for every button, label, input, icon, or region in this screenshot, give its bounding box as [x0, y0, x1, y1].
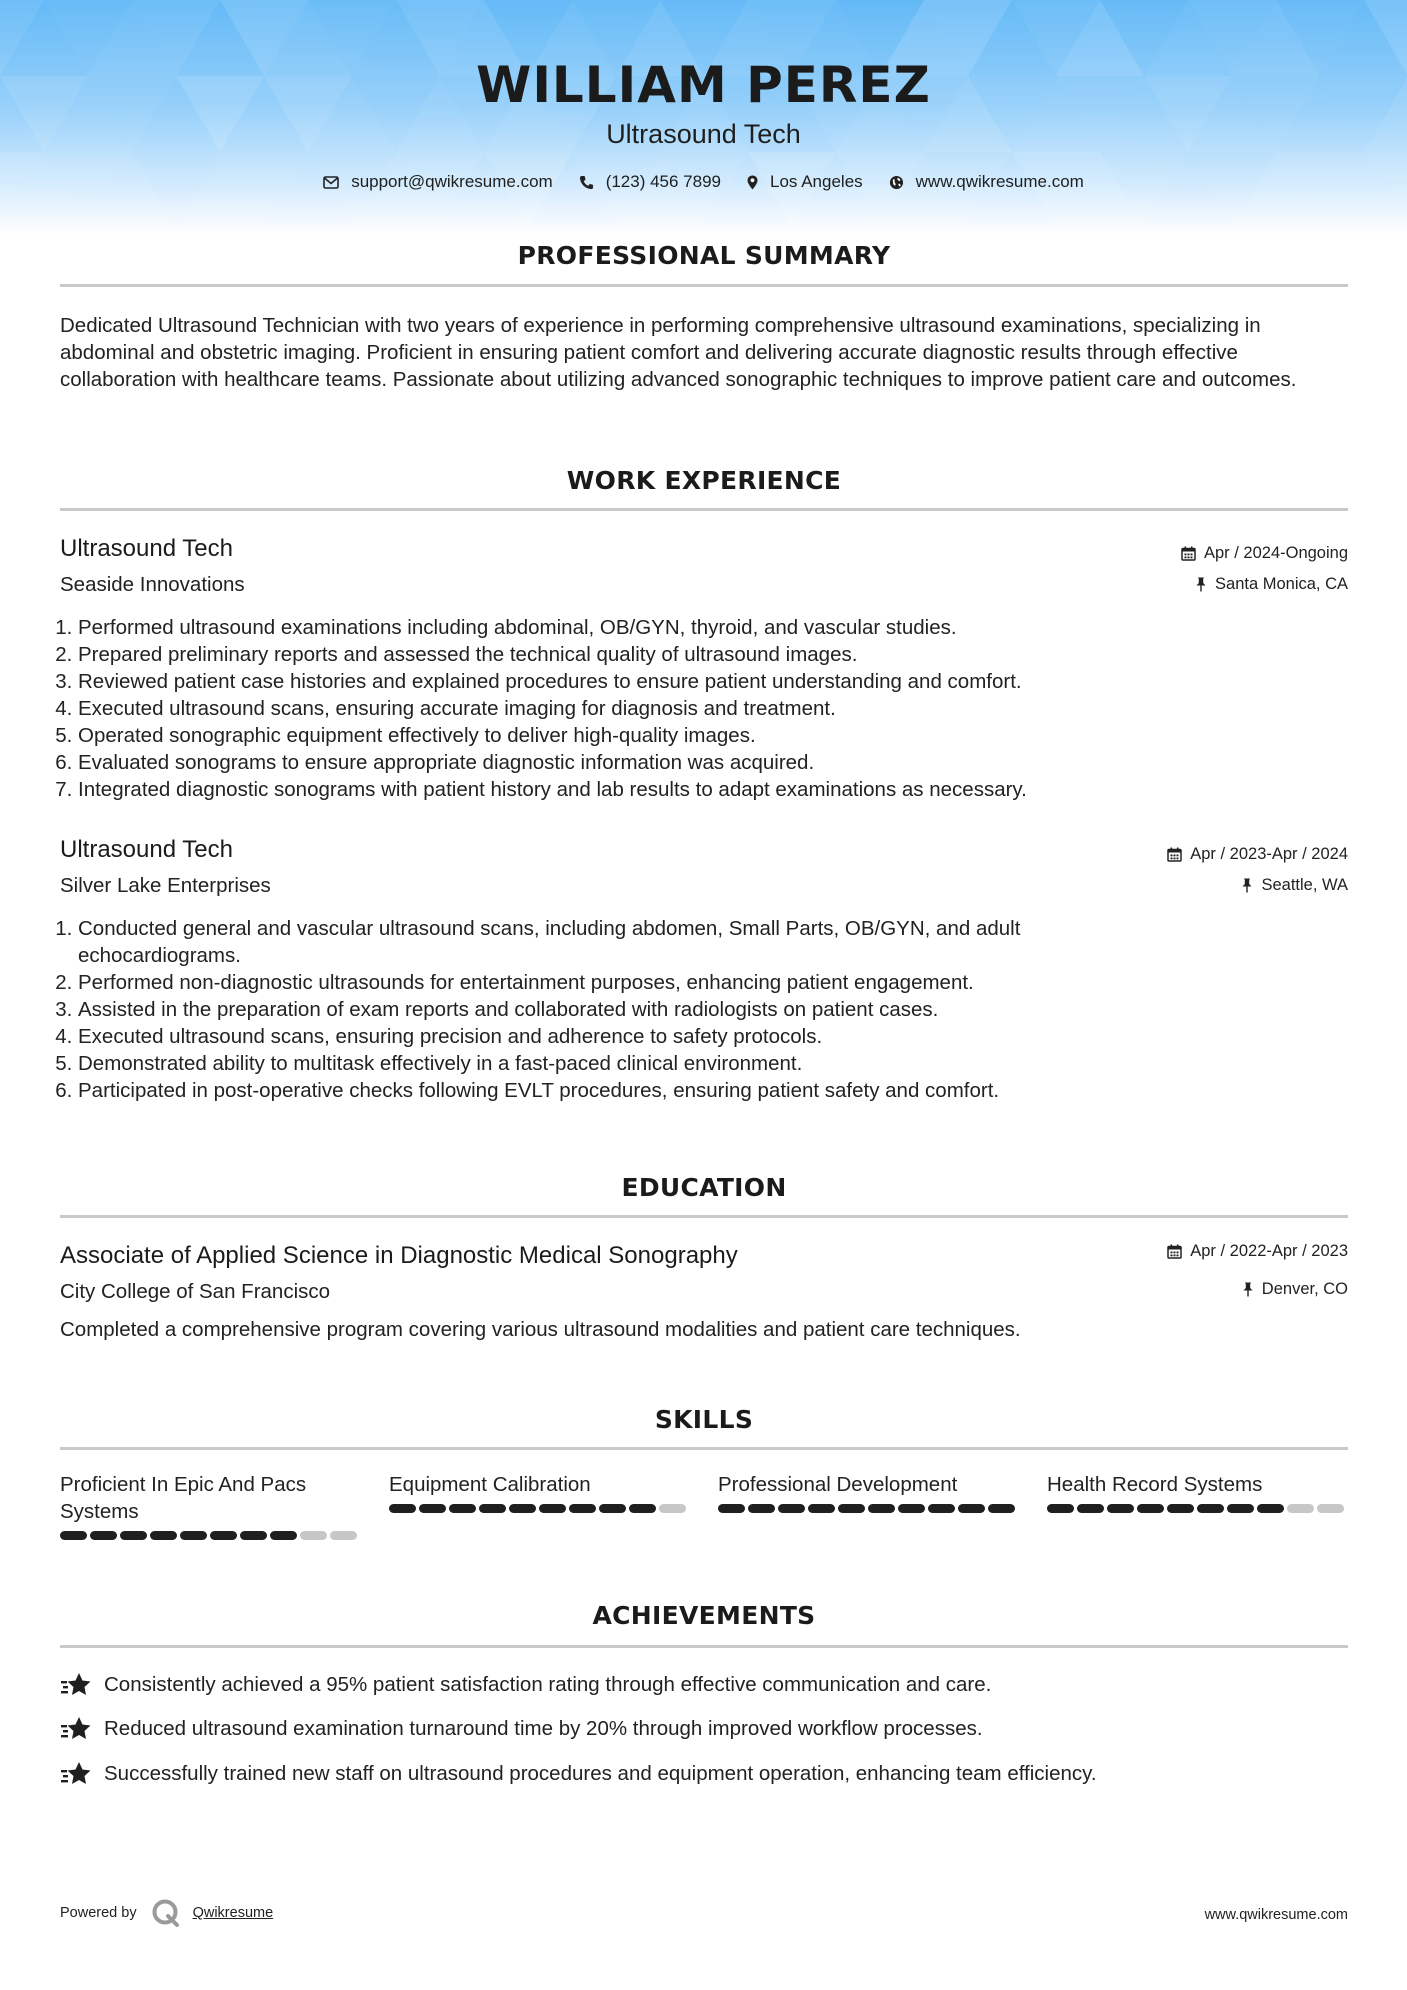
skill-level-segment-filled	[599, 1504, 626, 1513]
job-1-location	[1195, 575, 1348, 594]
job-1-bullet: 5. Operated sonographic equipment effectively to deliver high-quality images.	[78, 722, 1308, 749]
education-dates-text: Apr / 2022-Apr / 2023	[1190, 1242, 1348, 1260]
qwikresume-logo-icon	[151, 1898, 181, 1928]
skill-level-segment-filled	[120, 1531, 147, 1540]
skill-name: Equipment Calibration	[389, 1473, 591, 1496]
achievement-item	[60, 1716, 983, 1742]
phone-icon	[579, 175, 594, 190]
job-2-bullet: 3. Assisted in the preparation of exam reports and collaborated with radiologists on patient cases.	[78, 996, 1188, 1023]
experience-heading: WORK EXPERIENCE	[566, 466, 842, 495]
skill-level-segment-filled	[898, 1504, 925, 1513]
job-1-bullet: 3. Reviewed patient case histories and explained procedures to ensure patient understanding and comfort.	[78, 668, 1308, 695]
job-2-dates	[1167, 845, 1348, 864]
job-2-company: Silver Lake Enterprises	[60, 874, 271, 897]
skill-item	[389, 1471, 689, 1513]
achievement-item	[60, 1672, 991, 1698]
skill-level-segment-empty	[1317, 1504, 1344, 1513]
powered-by-label: Powered by	[60, 1905, 137, 1921]
pushpin-icon	[1241, 878, 1253, 893]
job-1-bullet: 1. Performed ultrasound examinations including abdominal, OB/GYN, thyroid, and vascular studies.	[78, 614, 1308, 641]
skills-divider	[60, 1447, 1348, 1450]
contact-email[interactable]	[323, 172, 553, 192]
skill-level-bar	[718, 1504, 1018, 1513]
job-2-dates-text: Apr / 2023-Apr / 2024	[1190, 845, 1348, 863]
skill-level-segment-filled	[180, 1531, 207, 1540]
skill-level-bar	[389, 1504, 689, 1513]
phone-text: (123) 456 7899	[605, 172, 722, 191]
job-1-title: Ultrasound Tech	[60, 535, 233, 562]
degree-title: Associate of Applied Science in Diagnostic Medical Sonography	[60, 1242, 738, 1269]
summary-text: Dedicated Ultrasound Technician with two years of experience in performing comprehensive ultrasound examinations, specializing in abdominal and obstetric imaging. Proficient in ensuring patient comfort and delivering accurate diagnostic results through effective collaboration with healthcare teams. Passionate about utilizing advanced sonographic techniques to improve patient care and outcomes.	[60, 314, 1297, 391]
skill-level-segment-filled	[1227, 1504, 1254, 1513]
email-text: support@qwikresume.com	[351, 172, 553, 191]
skill-level-segment-empty	[1287, 1504, 1314, 1513]
skill-level-segment-filled	[509, 1504, 536, 1513]
skill-level-segment-filled	[1077, 1504, 1104, 1513]
skill-item	[60, 1471, 360, 1540]
job-2-location-text: Seattle, WA	[1261, 876, 1348, 894]
job-2-title: Ultrasound Tech	[60, 836, 233, 863]
contact-website[interactable]	[889, 172, 1084, 192]
education-description: Completed a comprehensive program covering various ultrasound modalities and patient care techniques.	[60, 1318, 1021, 1341]
skill-name: Proficient In Epic And Pacs Systems	[60, 1473, 307, 1523]
achievement-text: Successfully trained new staff on ultrasound procedures and equipment operation, enhancing team efficiency.	[104, 1762, 1097, 1785]
skill-item	[1047, 1471, 1347, 1513]
education-location-text: Denver, CO	[1261, 1280, 1348, 1298]
job-2-bullet: 4. Executed ultrasound scans, ensuring precision and adherence to safety protocols.	[78, 1023, 1188, 1050]
education-location	[1242, 1280, 1348, 1299]
job-1-location-text: Santa Monica, CA	[1215, 575, 1348, 593]
star-icon	[60, 1716, 92, 1742]
achievements-divider	[60, 1645, 1348, 1648]
achievement-text: Consistently achieved a 95% patient satisfaction rating through effective communication and care.	[104, 1673, 992, 1696]
achievement-text: Reduced ultrasound examination turnaround time by 20% through improved workflow processes.	[104, 1717, 983, 1740]
skill-level-segment-filled	[90, 1531, 117, 1540]
job-1-bullet: 4. Executed ultrasound scans, ensuring accurate imaging for diagnosis and treatment.	[78, 695, 1308, 722]
header-triangle-pattern	[0, 0, 1407, 235]
star-icon	[60, 1672, 92, 1698]
job-1-dates-text: Apr / 2024-Ongoing	[1203, 544, 1348, 562]
skill-level-segment-empty	[659, 1504, 686, 1513]
skills-heading: SKILLS	[654, 1405, 754, 1434]
calendar-icon	[1167, 1244, 1182, 1259]
skill-level-segment-filled	[1167, 1504, 1194, 1513]
skill-level-segment-filled	[718, 1504, 745, 1513]
summary-divider	[60, 284, 1348, 287]
skill-name: Health Record Systems	[1047, 1473, 1263, 1496]
skill-level-segment-filled	[868, 1504, 895, 1513]
job-1-bullet: 7. Integrated diagnostic sonograms with patient history and lab results to adapt examinations as necessary.	[78, 776, 1308, 803]
skill-level-segment-filled	[1047, 1504, 1074, 1513]
education-dates	[1167, 1242, 1348, 1261]
pushpin-icon	[1195, 577, 1207, 592]
website-text: www.qwikresume.com	[915, 172, 1084, 191]
job-1-dates	[1181, 544, 1348, 563]
skill-level-segment-filled	[958, 1504, 985, 1513]
map-pin-icon	[747, 175, 758, 190]
job-2-bullet: 1. Conducted general and vascular ultrasound scans, including abdomen, Small Parts, OB/GYN, and adult echocardiograms.	[78, 915, 1188, 969]
skill-level-segment-empty	[330, 1531, 357, 1540]
footer-powered-by	[60, 1898, 273, 1928]
envelope-icon	[323, 176, 339, 189]
skill-level-segment-filled	[778, 1504, 805, 1513]
education-heading: EDUCATION	[621, 1173, 787, 1202]
candidate-role: Ultrasound Tech	[606, 119, 801, 149]
skill-level-segment-filled	[838, 1504, 865, 1513]
job-2-bullets	[60, 915, 1188, 1104]
job-1-company: Seaside Innovations	[60, 573, 245, 596]
skill-level-segment-empty	[300, 1531, 327, 1540]
summary-heading: PROFESSIONAL SUMMARY	[517, 241, 891, 270]
skill-level-segment-filled	[988, 1504, 1015, 1513]
skill-level-segment-filled	[569, 1504, 596, 1513]
skill-level-segment-filled	[1257, 1504, 1284, 1513]
calendar-icon	[1181, 546, 1196, 561]
education-divider	[60, 1215, 1348, 1218]
skill-level-bar	[60, 1531, 360, 1540]
skill-level-segment-filled	[449, 1504, 476, 1513]
skill-level-segment-filled	[629, 1504, 656, 1513]
contact-phone[interactable]	[579, 172, 721, 192]
skill-level-segment-filled	[479, 1504, 506, 1513]
skill-name: Professional Development	[718, 1473, 958, 1496]
contact-location	[747, 172, 863, 192]
skill-level-segment-filled	[150, 1531, 177, 1540]
skill-level-segment-filled	[1107, 1504, 1134, 1513]
star-icon	[60, 1761, 92, 1787]
skill-level-segment-filled	[240, 1531, 267, 1540]
location-text: Los Angeles	[770, 172, 863, 191]
pushpin-icon	[1242, 1282, 1254, 1297]
skill-level-segment-filled	[60, 1531, 87, 1540]
job-1-bullet: 2. Prepared preliminary reports and assessed the technical quality of ultrasound images.	[78, 641, 1308, 668]
candidate-name: WILLIAM PEREZ	[476, 56, 931, 114]
job-2-location	[1241, 876, 1348, 895]
experience-divider	[60, 508, 1348, 511]
skill-level-segment-filled	[539, 1504, 566, 1513]
skill-level-bar	[1047, 1504, 1347, 1513]
job-1-bullet: 6. Evaluated sonograms to ensure appropriate diagnostic information was acquired.	[78, 749, 1308, 776]
achievement-item	[60, 1761, 1097, 1787]
resume-header	[0, 0, 1407, 235]
skill-level-segment-filled	[419, 1504, 446, 1513]
skill-level-segment-filled	[270, 1531, 297, 1540]
skill-level-segment-filled	[748, 1504, 775, 1513]
qwikresume-link[interactable]: Qwikresume	[192, 1905, 274, 1921]
skill-level-segment-filled	[1137, 1504, 1164, 1513]
job-2-bullet: 6. Participated in post-operative checks following EVLT procedures, ensuring patient safety and comfort.	[78, 1077, 1188, 1104]
achievements-heading: ACHIEVEMENTS	[592, 1601, 816, 1630]
skill-level-segment-filled	[389, 1504, 416, 1513]
job-1-bullets	[60, 614, 1308, 803]
school-name: City College of San Francisco	[60, 1280, 331, 1303]
contact-bar	[0, 172, 1407, 192]
skill-level-segment-filled	[928, 1504, 955, 1513]
skill-level-segment-filled	[1197, 1504, 1224, 1513]
footer-website[interactable]: www.qwikresume.com	[1204, 1907, 1348, 1923]
globe-icon	[889, 175, 904, 190]
skill-item	[718, 1471, 1018, 1513]
job-2-bullet: 5. Demonstrated ability to multitask effectively in a fast-paced clinical environment.	[78, 1050, 1188, 1077]
skill-level-segment-filled	[808, 1504, 835, 1513]
calendar-icon	[1167, 847, 1182, 862]
skill-level-segment-filled	[210, 1531, 237, 1540]
job-2-bullet: 2. Performed non-diagnostic ultrasounds for entertainment purposes, enhancing patient engagement.	[78, 969, 1188, 996]
